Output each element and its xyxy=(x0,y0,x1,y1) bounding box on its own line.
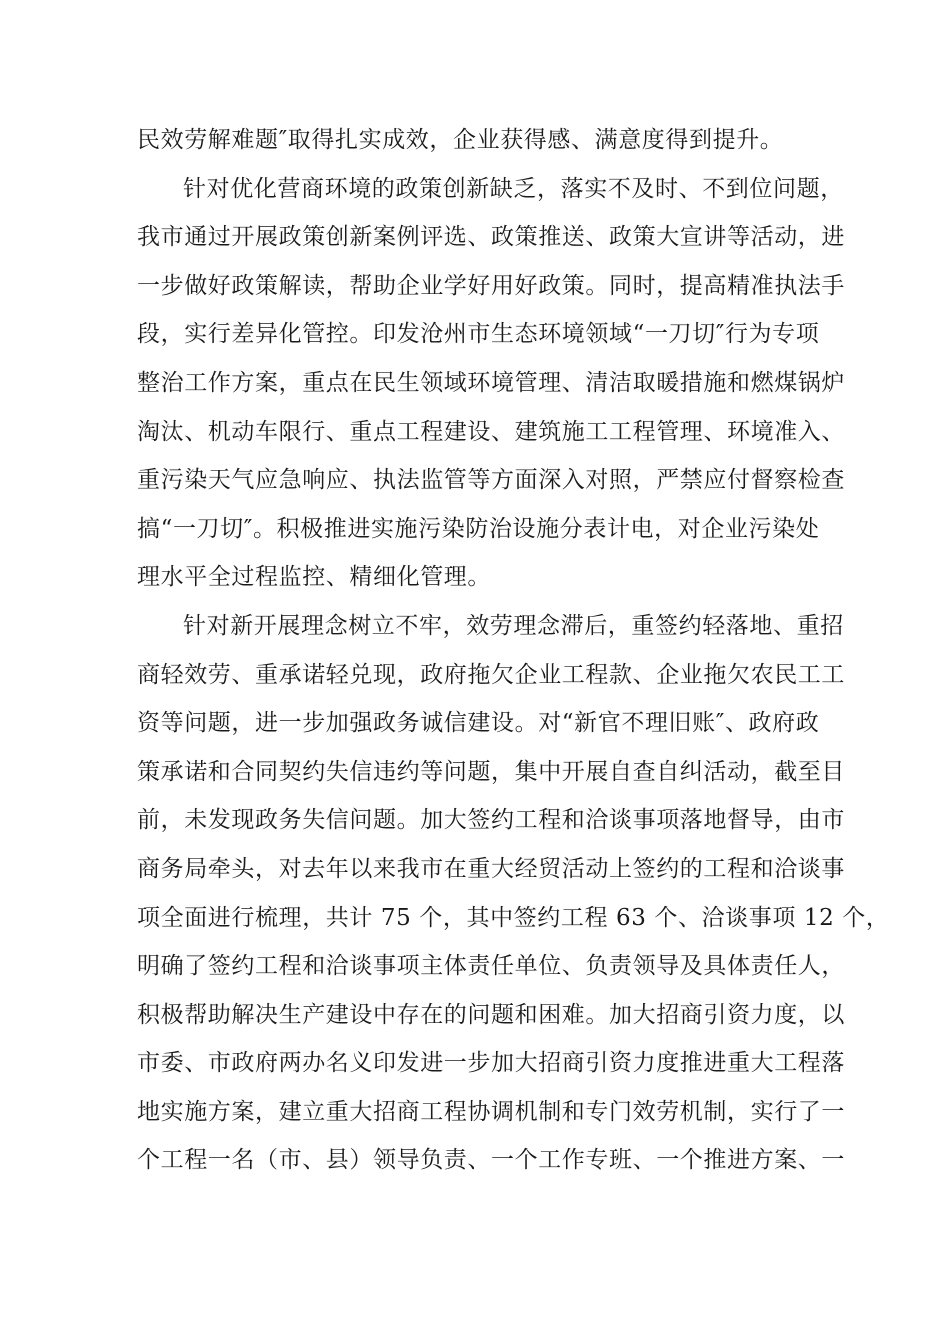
text-line: 积极帮助解决生产建设中存在的问题和困难。加大招商引资力度，以 xyxy=(137,1001,845,1028)
text-line: 市委、市政府两办名义印发进一步加大招商引资力度推进重大工程落 xyxy=(137,1050,845,1077)
text-line: 淘汰、机动车限行、重点工程建设、建筑施工工程管理、环境准入、 xyxy=(137,418,845,445)
text-line: 地实施方案，建立重大招商工程协调机制和专门效劳机制，实行了一 xyxy=(137,1098,845,1125)
text-line: 资等问题，进一步加强政务诚信建设。对“新官不理旧账″、政府政 xyxy=(137,710,820,737)
text-line: 民效劳解难题″取得扎实成效，企业获得感、满意度得到提升。 xyxy=(137,127,784,153)
text-line: 个工程一名（市、县）领导负责、一个工作专班、一个推进方案、一 xyxy=(137,1147,845,1174)
body-text xyxy=(137,116,890,1185)
paragraph-first-line: 针对优化营商环境的政策创新缺乏，落实不及时、不到位问题， xyxy=(183,175,844,202)
text-line: 前，未发现政务失信问题。加大签约工程和洽谈事项落地督导，由市 xyxy=(137,807,845,834)
text-line: 我市通过开展政策创新案例评选、政策推送、政策大宣讲等活动，进 xyxy=(137,224,845,251)
text-line: 整治工作方案，重点在民生领域环境管理、清洁取暖措施和燃煤锅炉 xyxy=(137,369,845,396)
text-line: 理水平全过程监控、精细化管理。 xyxy=(137,564,491,591)
text-line: 商轻效劳、重承诺轻兑现，政府拖欠企业工程款、企业拖欠农民工工 xyxy=(137,661,845,688)
text-line: 段，实行差异化管控。印发沧州市生态环境领域“一刀切″行为专项 xyxy=(137,321,820,348)
text-line: 项全面进行梳理，共计 75 个，其中签约工程 63 个、洽谈事项 12 个， xyxy=(137,904,890,931)
text-line: 策承诺和合同契约失信违约等问题，集中开展自查自纠活动，截至目 xyxy=(137,758,845,785)
text-line: 重污染天气应急响应、执法监管等方面深入对照，严禁应付督察检查 xyxy=(137,467,845,494)
text-line: 搞“一刀切″。积极推进实施污染防治设施分表计电，对企业污染处 xyxy=(137,515,820,542)
text-line: 一步做好政策解读，帮助企业学好用好政策。同时，提高精准执法手 xyxy=(137,272,845,299)
text-line: 商务局牵头，对去年以来我市在重大经贸活动上签约的工程和洽谈事 xyxy=(137,855,845,882)
text-line: 明确了签约工程和洽谈事项主体责任单位、负责领导及具体责任人， xyxy=(137,953,845,980)
paragraph-first-line: 针对新开展理念树立不牢，效劳理念滞后，重签约轻落地、重招 xyxy=(183,612,844,639)
